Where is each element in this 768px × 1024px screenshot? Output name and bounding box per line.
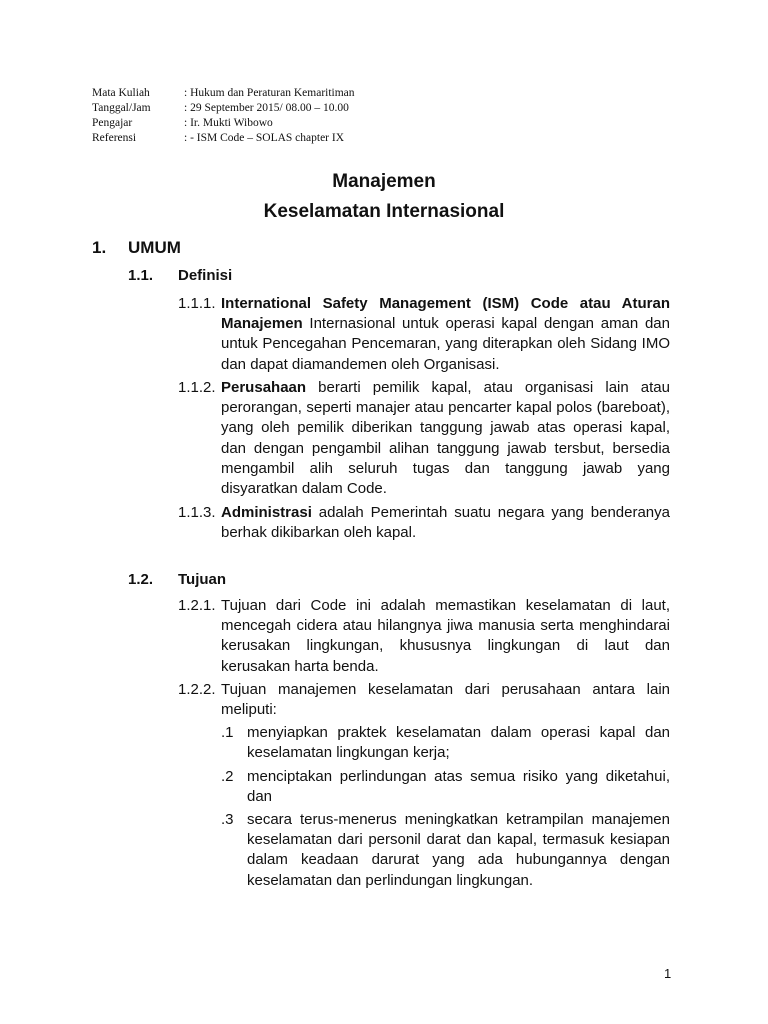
item-body: berarti pemilik kapal, atau organisasi lain atau perorangan, seperti manajer atau pencarter kapal polos (bareboat), yang oleh pemilik diberikan tanggung jawab atas operasi kapal, dan dengan pengambil alihan tanggung jawab tersbut, bersedia mengambil alih seluruh tugas dan tanggung jawab yang disyaratkan dalam Code. xyxy=(221,379,670,498)
item-term: Administrasi xyxy=(221,504,312,521)
item-number: 1.2.2. xyxy=(178,681,216,698)
reference-value: : - ISM Code – SOLAS chapter IX xyxy=(184,132,345,144)
purpose-item-1-2-1 xyxy=(178,596,670,677)
item-number: 1.1.3. xyxy=(178,504,216,521)
document-title-line2: Keselamatan Internasional xyxy=(263,201,505,222)
item-text xyxy=(221,503,670,543)
item-text: Tujuan manajemen keselamatan dari perusahaan antara lain meliputi: xyxy=(221,681,670,719)
subitem-number: .1 xyxy=(221,724,234,741)
purpose-subitem-2 xyxy=(221,767,670,807)
definition-item-1-1-1 xyxy=(178,294,670,375)
definition-item-1-1-3 xyxy=(178,503,670,543)
document-title-line1: Manajemen xyxy=(332,171,436,192)
course-label: Mata Kuliah xyxy=(92,87,150,99)
section-1-number: 1. xyxy=(92,238,107,257)
item-text xyxy=(221,294,670,375)
subitem-text: menciptakan perlindungan atas semua risiko yang diketahui, dan xyxy=(247,768,670,806)
item-body: adalah Pemerintah suatu negara yang benderanya berhak dikibarkan oleh kapal. xyxy=(221,504,670,542)
subitem-number: .3 xyxy=(221,811,234,828)
lecturer-value: : Ir. Mukti Wibowo xyxy=(184,117,273,129)
date-label: Tanggal/Jam xyxy=(92,102,151,114)
reference-row xyxy=(92,131,355,146)
item-body: Internasional untuk operasi kapal dengan aman dan untuk Pencegahan Pencemaran, yang diterapkan oleh Sidang IMO dan dapat diamandemen oleh Organisasi. xyxy=(221,315,670,373)
date-row xyxy=(92,101,355,116)
lecturer-label: Pengajar xyxy=(92,117,133,129)
purpose-subitem-3 xyxy=(221,810,670,891)
definition-item-1-1-2 xyxy=(178,378,670,499)
page-number: 1 xyxy=(664,966,672,981)
item-term: Perusahaan xyxy=(221,379,307,396)
section-1-2-title: Tujuan xyxy=(178,571,227,588)
item-number: 1.2.1. xyxy=(178,597,216,614)
purpose-item-1-2-2 xyxy=(178,680,670,720)
course-row xyxy=(92,86,355,101)
item-number: 1.1.2. xyxy=(178,379,216,396)
purpose-subitem-1 xyxy=(221,723,670,763)
section-1-1-title: Definisi xyxy=(178,267,233,284)
lecturer-row xyxy=(92,116,355,131)
item-text: Tujuan dari Code ini adalah memastikan keselamatan di laut, mencegah cidera atau hilangnya jiwa manusia serta menghindarai kerusakan lingkungan, khususnya lingkungan di laut dan kerusakan harta benda. xyxy=(221,597,670,675)
subitem-text: menyiapkan praktek keselamatan dalam operasi kapal dan keselamatan lingkungan kerja; xyxy=(247,724,670,762)
item-text xyxy=(221,378,670,499)
subitem-number: .2 xyxy=(221,768,234,785)
item-number: 1.1.1. xyxy=(178,295,216,312)
course-value: : Hukum dan Peraturan Kemaritiman xyxy=(184,87,355,99)
section-1-2-number: 1.2. xyxy=(128,571,154,588)
section-1-title: UMUM xyxy=(128,238,181,257)
subitem-text: secara terus-menerus meningkatkan ketrampilan manajemen keselamatan dari personil darat dan kapal, termasuk kesiapan dalam keadaan darurat yang ada hubungannya dengan keselamatan dan perlindungan lingkungan. xyxy=(247,811,670,889)
section-1-1-number: 1.1. xyxy=(128,267,154,284)
date-value: : 29 September 2015/ 08.00 – 10.00 xyxy=(184,102,349,114)
reference-label: Referensi xyxy=(92,132,137,144)
item-term: International Safety Management (ISM) Code atau Aturan Manajemen xyxy=(221,295,670,333)
course-info-header xyxy=(92,86,355,146)
